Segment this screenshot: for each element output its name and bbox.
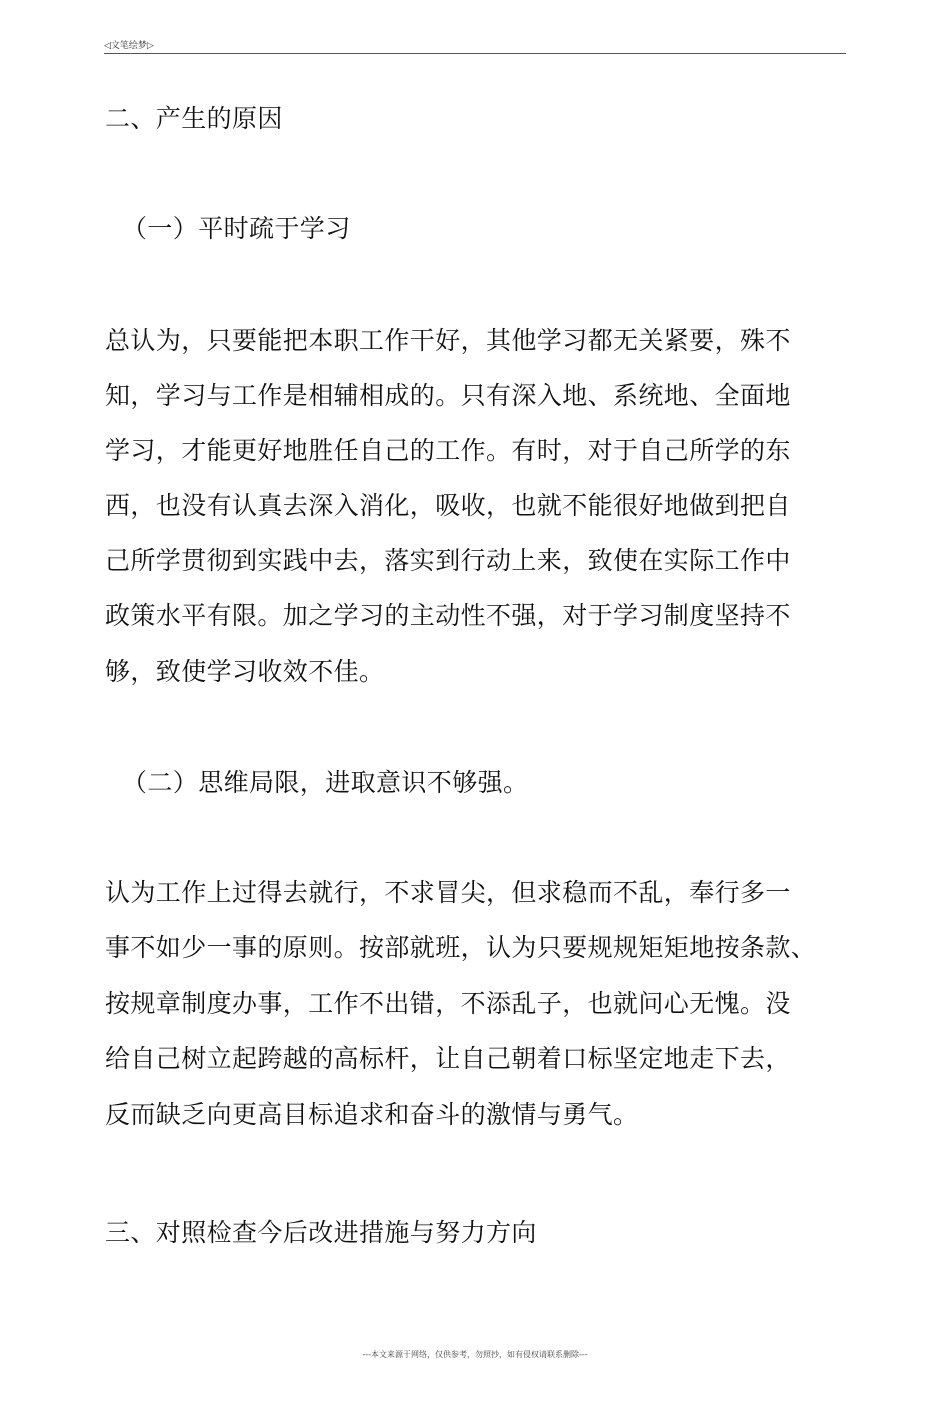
subsection-heading-1: （一）平时疏于学习 bbox=[122, 214, 351, 243]
paragraph-line: 认为工作上过得去就行，不求冒尖，但求稳而不乱，奉行多一 bbox=[105, 878, 791, 907]
paragraph-line: 己所学贯彻到实践中去，落实到行动上来，致使在实际工作中 bbox=[105, 546, 791, 575]
page-footer: ---本文来源于网络，仅供参考，勿照抄，如有侵权请联系删除--- bbox=[362, 1350, 588, 1359]
header-divider bbox=[104, 53, 846, 54]
paragraph-line: 按规章制度办事，工作不出错，不添乱子，也就问心无愧。没 bbox=[105, 989, 791, 1018]
paragraph-line: 知，学习与工作是相辅相成的。只有深入地、系统地、全面地 bbox=[105, 381, 791, 410]
header-text: ◁文笔绘梦▷ bbox=[104, 41, 154, 51]
paragraph-line: 给自己树立起跨越的高标杆，让自己朝着口标坚定地走下去， bbox=[105, 1044, 791, 1073]
subsection-heading-2: （二）思维局限，进取意识不够强。 bbox=[122, 768, 529, 797]
paragraph-line: 反而缺乏向更高目标追求和奋斗的激情与勇气。 bbox=[105, 1100, 639, 1129]
paragraph-line: 总认为，只要能把本职工作干好，其他学习都无关紧要，殊不 bbox=[105, 326, 791, 355]
paragraph-line: 政策水平有限。加之学习的主动性不强，对于学习制度坚持不 bbox=[105, 601, 791, 630]
paragraph-line: 西，也没有认真去深入消化，吸收，也就不能很好地做到把自 bbox=[105, 491, 791, 520]
paragraph-line: 事不如少一事的原则。按部就班，认为只要规规矩矩地按条款、 bbox=[105, 933, 817, 962]
paragraph-line: 够，致使学习收效不佳。 bbox=[105, 657, 385, 686]
paragraph-line: 学习，才能更好地胜任自己的工作。有时，对于自己所学的东 bbox=[105, 436, 791, 465]
section-heading-2: 二、产生的原因 bbox=[105, 104, 283, 133]
section-heading-3: 三、对照检查今后改进措施与努力方向 bbox=[105, 1218, 537, 1247]
